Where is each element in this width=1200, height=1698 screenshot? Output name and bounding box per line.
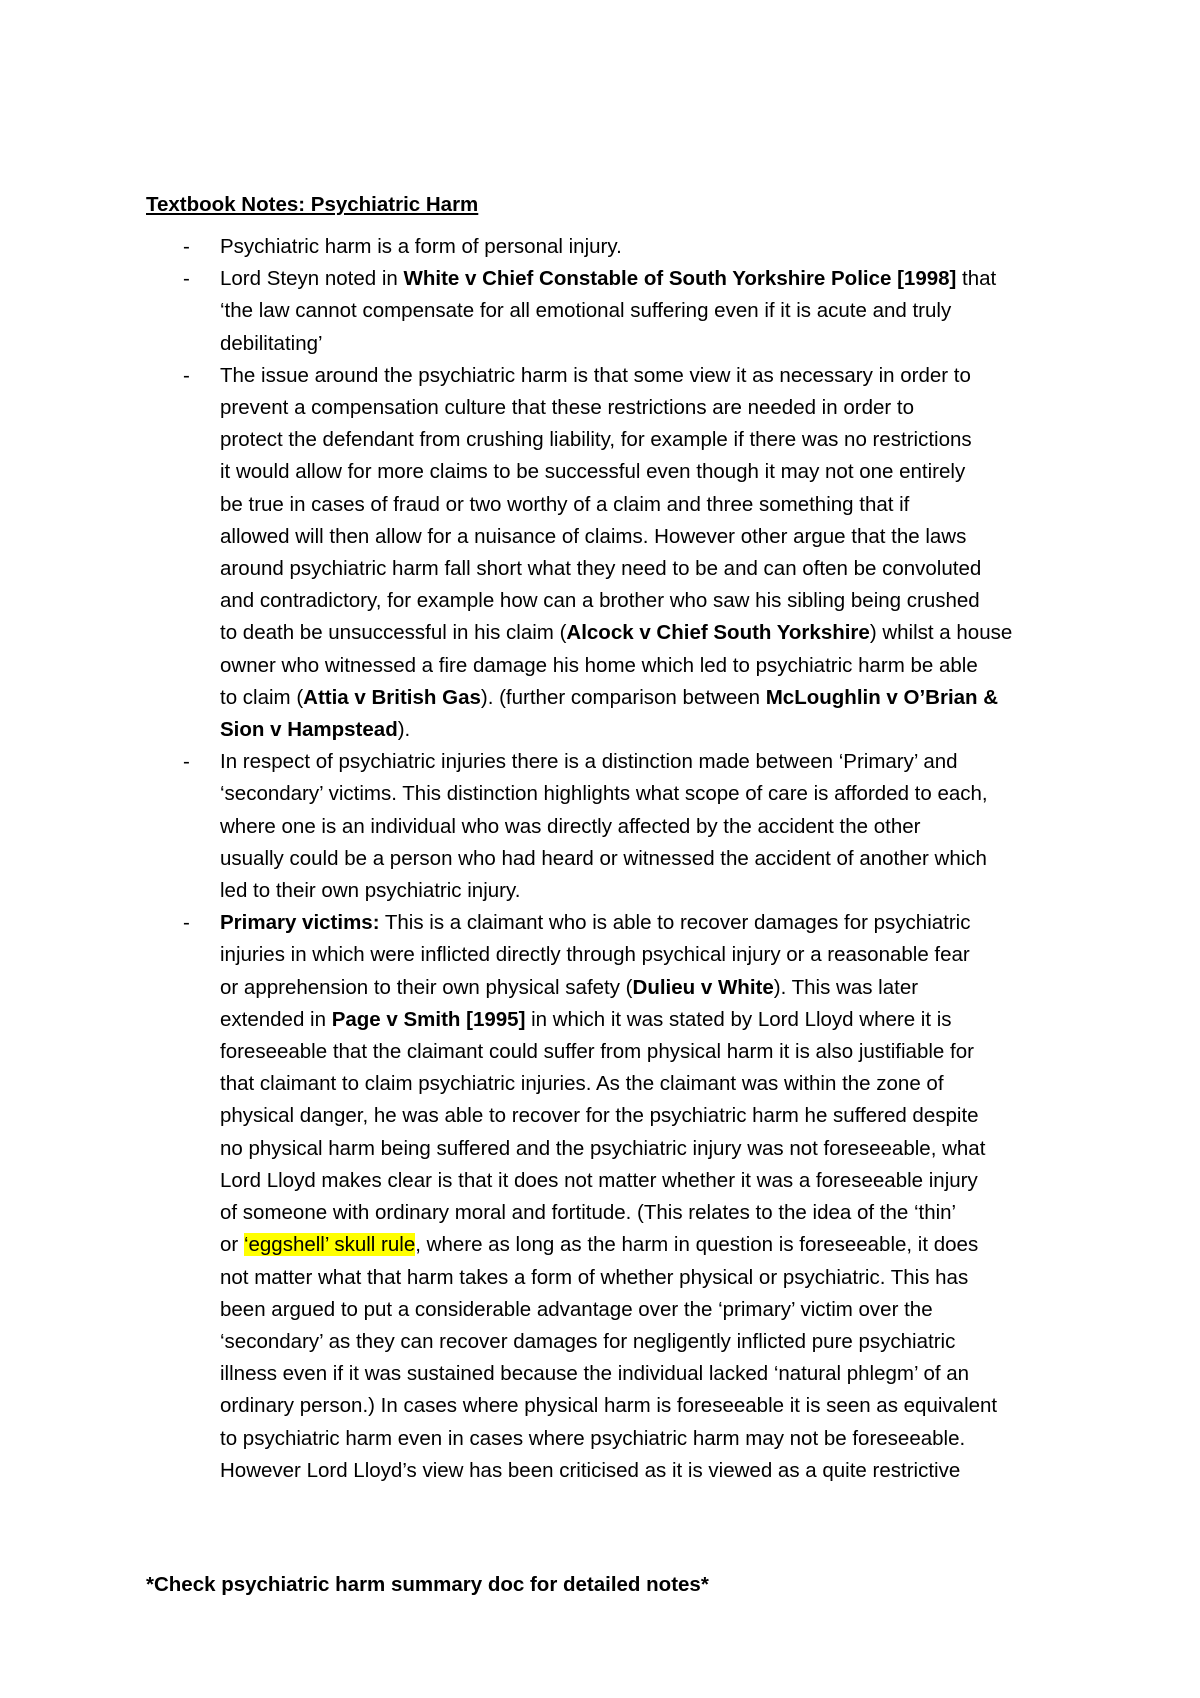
- text-line: [220, 617, 1076, 649]
- text-run: usually could be a person who had heard or witnessed the accident of another which: [220, 846, 987, 870]
- text-line: [220, 1326, 1076, 1358]
- text-run: or: [220, 1233, 244, 1257]
- text-run: ordinary person.) In cases where physical harm is foreseeable it is seen as equivalent: [220, 1394, 998, 1418]
- text-run: ‘secondary’ victims. This distinction highlights what scope of care is afforded to each,: [220, 782, 988, 806]
- text-run: , where as long as the harm in question is foreseeable, it does: [415, 1233, 979, 1257]
- text-run: where one is an individual who was directly affected by the accident the other: [220, 814, 921, 838]
- text-run: that claimant to claim psychiatric injuries. As the claimant was within the zone of: [220, 1072, 944, 1096]
- text-run: Psychiatric harm is a form of personal injury.: [220, 235, 622, 258]
- text-run: However Lord Lloyd’s view has been criticised as it is viewed as a quite restrictive: [220, 1458, 961, 1482]
- text-run: physical danger, he was able to recover for the psychiatric harm he suffered despite: [220, 1104, 979, 1128]
- bullet-item: [146, 231, 1076, 263]
- bullet-marker: -: [183, 911, 190, 935]
- text-run: Lord Lloyd makes clear is that it does not matter whether it was a foreseeable injury: [220, 1168, 978, 1192]
- text-run: ) whilst a house: [869, 621, 1013, 645]
- text-run: that: [956, 267, 997, 291]
- text-line: [220, 682, 1076, 714]
- text-line: [220, 843, 1076, 875]
- text-line: [220, 875, 1076, 907]
- text-run: or apprehension to their own physical safety (: [220, 975, 633, 999]
- text-run: in which it was stated by Lord Lloyd where it is: [525, 1007, 952, 1031]
- text-run: of someone with ordinary moral and fortitude. (This relates to the idea of the ‘thin’: [220, 1201, 957, 1225]
- text-run: no physical harm being suffered and the psychiatric injury was not foreseeable, what: [220, 1136, 986, 1160]
- document-body: [146, 191, 1076, 1487]
- bullet-marker: -: [183, 235, 190, 258]
- page-title: Textbook Notes: Psychiatric Harm: [146, 193, 479, 216]
- text-line: [220, 1197, 1076, 1229]
- text-line: [220, 392, 1076, 424]
- text-line: [220, 811, 1076, 843]
- text-line: [220, 1068, 1076, 1100]
- text-run: led to their own psychiatric injury.: [220, 879, 521, 903]
- text-line: [220, 328, 1076, 360]
- text-run: ).: [397, 718, 411, 742]
- text-run: ‘secondary’ as they can recover damages for negligently inflicted pure psychiatric: [220, 1329, 956, 1353]
- text-line: [220, 263, 1076, 295]
- text-run: The issue around the psychiatric harm is that some view it as necessary in order to: [220, 363, 971, 387]
- bold-term: White v Chief Constable of South Yorkshire Police [1998]: [403, 267, 957, 291]
- bullet-marker: -: [183, 750, 190, 774]
- text-run: ). This was later: [773, 975, 919, 999]
- text-line: [220, 489, 1076, 521]
- text-run: owner who witnessed a fire damage his home which led to psychiatric harm be able: [220, 653, 978, 677]
- bullet-item: [146, 746, 1076, 907]
- text-run: to death be unsuccessful in his claim (: [220, 621, 567, 645]
- text-run: it would allow for more claims to be successful even though it may not one entirely: [220, 460, 966, 484]
- text-run: not matter what that harm takes a form of whether physical or psychiatric. This has: [220, 1265, 969, 1289]
- text-run: Lord Steyn noted in: [220, 267, 404, 291]
- highlighted-term: ‘eggshell’ skull rule: [243, 1233, 416, 1257]
- text-line: [220, 1004, 1076, 1036]
- text-line: [220, 650, 1076, 682]
- bold-term: Sion v Hampstead: [220, 718, 398, 742]
- text-line: [220, 972, 1076, 1004]
- text-run: allowed will then allow for a nuisance of claims. However other argue that the laws: [220, 524, 967, 548]
- text-line: [220, 1455, 1076, 1487]
- footer-note: *Check psychiatric harm summary doc for detailed notes*: [146, 1573, 709, 1596]
- text-line: [220, 714, 1076, 746]
- text-line: [220, 360, 1076, 392]
- bold-term: Page v Smith [1995]: [331, 1007, 526, 1031]
- text-run: illness even if it was sustained because the individual lacked ‘natural phlegm’ of an: [220, 1362, 970, 1386]
- text-line: [220, 231, 1076, 263]
- text-run: ). (further comparison between: [480, 685, 766, 709]
- text-line: [220, 1262, 1076, 1294]
- text-run: prevent a compensation culture that these restrictions are needed in order to: [220, 396, 914, 420]
- text-line: [220, 1294, 1076, 1326]
- text-run: ‘the law cannot compensate for all emotional suffering even if it is acute and truly: [220, 299, 952, 323]
- text-run: protect the defendant from crushing liability, for example if there was no restrictions: [220, 428, 972, 452]
- text-line: [220, 456, 1076, 488]
- text-run: This is a claimant who is able to recover damages for psychiatric: [379, 911, 971, 935]
- text-line: [220, 778, 1076, 810]
- bullet-item: [146, 263, 1076, 360]
- text-run: been argued to put a considerable advantage over the ‘primary’ victim over the: [220, 1297, 933, 1321]
- text-line: [220, 553, 1076, 585]
- text-line: [220, 1100, 1076, 1132]
- text-line: [220, 907, 1076, 939]
- text-run: to claim (: [220, 685, 304, 709]
- text-run: and contradictory, for example how can a brother who saw his sibling being crushed: [220, 589, 980, 613]
- text-line: [220, 746, 1076, 778]
- text-run: be true in cases of fraud or two worthy of a claim and three something that if: [220, 492, 910, 516]
- text-line: [220, 1358, 1076, 1390]
- text-run: to psychiatric harm even in cases where psychiatric harm may not be foreseeable.: [220, 1426, 966, 1450]
- bold-term: McLoughlin v O’Brian &: [765, 685, 999, 709]
- bullet-marker: -: [183, 267, 190, 291]
- bullet-item: [146, 360, 1076, 746]
- text-line: [220, 1036, 1076, 1068]
- text-line: [220, 1133, 1076, 1165]
- bullet-list: [146, 231, 1076, 1487]
- text-run: debilitating’: [220, 331, 323, 355]
- bold-term: Alcock v Chief South Yorkshire: [566, 621, 870, 645]
- text-run: foreseeable that the claimant could suffer from physical harm it is also justifiable for: [220, 1040, 974, 1064]
- text-run: around psychiatric harm fall short what they need to be and can often be convoluted: [220, 557, 982, 581]
- text-line: [220, 1390, 1076, 1422]
- text-line: [220, 1229, 1076, 1261]
- text-line: [220, 521, 1076, 553]
- text-run: In respect of psychiatric injuries there is a distinction made between ‘Primary’ and: [220, 750, 958, 774]
- text-line: [220, 424, 1076, 456]
- text-run: injuries in which were inflicted directly through psychical injury or a reasonable fear: [220, 943, 970, 967]
- bold-term: Dulieu v White: [632, 975, 774, 999]
- bullet-item: [146, 907, 1076, 1487]
- text-line: [220, 1165, 1076, 1197]
- text-line: [220, 585, 1076, 617]
- bullet-marker: -: [183, 363, 190, 387]
- text-line: [220, 1423, 1076, 1455]
- bold-term: Attia v British Gas: [303, 685, 481, 709]
- text-line: [220, 939, 1076, 971]
- bold-term: Primary victims:: [220, 911, 380, 935]
- text-line: [220, 295, 1076, 327]
- text-run: extended in: [220, 1007, 332, 1031]
